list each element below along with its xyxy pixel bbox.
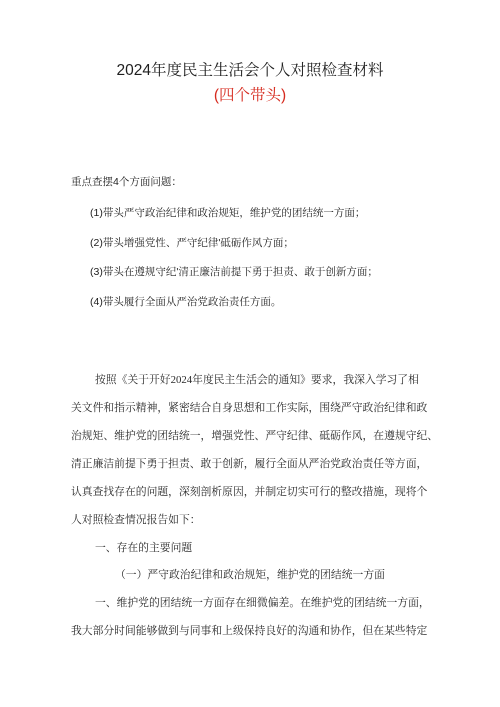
body-line: 一、维护党的团结统一方面存在细微偏差。在维护党的团结统一方面， <box>95 597 430 609</box>
body-line: 关文件和指示精神，紧密结合自身思想和工作实际，围绕严守政治纪律和政 <box>71 402 428 414</box>
body-line: 治规矩、维护党的团结统一，增强党性、严守纪律、砥砺作风，在遵规守纪、 <box>71 430 439 442</box>
document-title: 2024年度民主生活会个人对照检查材料 <box>116 62 384 79</box>
issue-item: (3)带头在遵规守纪'清正廉洁前提下勇于担责、敢于创新方面； <box>90 266 378 278</box>
body-line: 人对照检查情况报告如下： <box>71 514 201 526</box>
section-heading-level1: 一、存在的主要问题 <box>95 542 193 554</box>
body-line: 按照《关于开好2024年度民主生活会的通知》要求，我深入学习了相 <box>95 374 419 386</box>
issue-item: (4)带头履行全面从严治党政治责任方面。 <box>90 296 282 308</box>
issue-item: (2)带头增强党性、严守纪律'砥砺作风方面； <box>90 237 294 249</box>
body-line: 认真查找存在的问题，深刻剖析原因，并制定切实可行的整改措施，现将个 <box>71 486 428 498</box>
issue-item: (1)带头严守政治纪律和政治规矩，维护党的团结统一方面； <box>90 207 366 219</box>
section-heading: 重点查摆4个方面问题： <box>71 176 182 188</box>
section-heading-level2: （一）严守政治纪律和政治规矩，维护党的团结统一方面 <box>115 569 385 581</box>
document-subtitle: (四个带头) <box>213 87 287 104</box>
body-line: 我大部分时间能够做到与同事和上级保持良好的沟通和协作，但在某些特定 <box>71 625 428 637</box>
body-line: 清正廉洁前提下勇于担责、敢于创新，履行全面从严治党政治责任等方面， <box>71 458 428 470</box>
